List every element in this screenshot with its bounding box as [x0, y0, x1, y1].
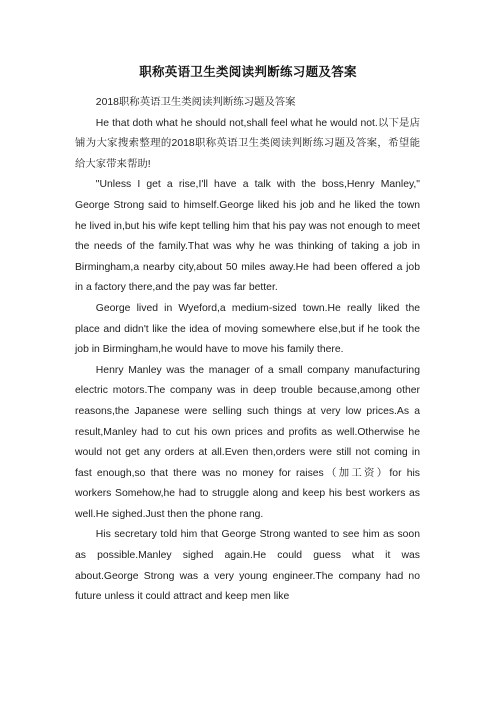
document-body	[75, 93, 420, 608]
paragraph-subtitle: 2018职称英语卫生类阅读判断练习题及答案	[95, 97, 296, 108]
paragraph: Henry Manley was the manager of a small company manufacturing electric motors.The company was in deep trouble because,among other reasons,the Japanese were selling such things at very low prices.As a result,Manley had to cut his own prices and profits as well.Otherwise he would not get any orders at all.Even then,orders were still not coming in fast enough,so that there was no money for raises（加工资）for his workers Somehow,he had to struggle along and keep his best workers as well.He sighed.Just then the phone rang.	[75, 364, 420, 520]
paragraph: George lived in Wyeford,a medium-sized town.He really liked the place and didn't like the idea of moving somewhere else,but if he took the job in Birmingham,he would have to move his family there.	[75, 302, 420, 356]
document-title: 职称英语卫生类阅读判断练习题及答案	[139, 64, 357, 79]
paragraph-intro: He that doth what he should not,shall feel what he would not.以下是店铺为大家搜索整理的2018职称英语卫生类阅读判断练习题及答案，希望能给大家带来帮助!	[75, 117, 420, 170]
paragraph: His secretary told him that George Strong wanted to see him as soon as possible.Manley sighed again.He could guess what it was about.George Strong was a very young engineer.The company had no future unless it could attract and keep men like	[75, 529, 420, 603]
paragraph: "Unless I get a rise,I'll have a talk with the boss,Henry Manley," George Strong said to himself.George liked his job and he liked the town he lived in,but his wife kept telling him that his pay was not enough to meet the needs of the family.That was why he was thinking of taking a job in Birmingham,a nearby city,about 50 miles away.He had been offered a job in a factory there,and the pay was far better.	[75, 179, 420, 294]
